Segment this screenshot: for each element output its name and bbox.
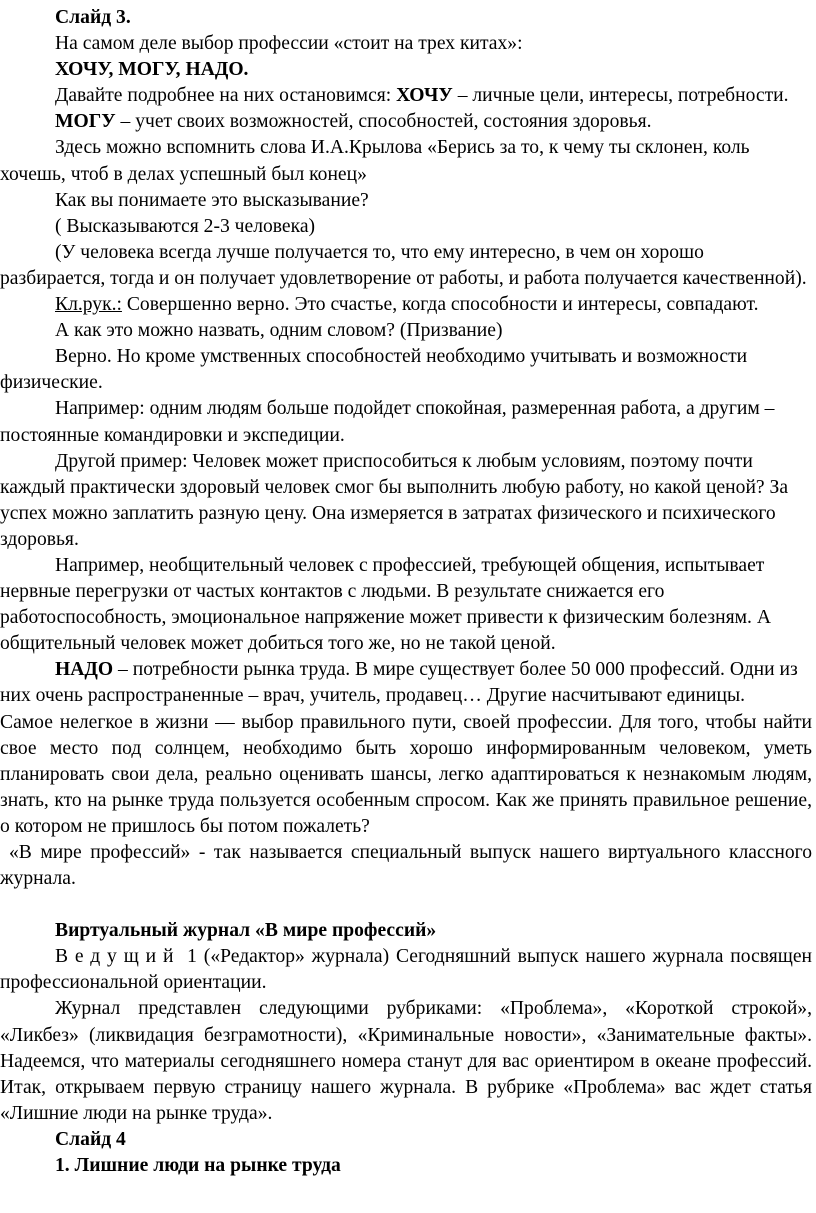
paragraph-example-1: Например: одним людям больше подойдет спокойная, размеренная работа, а другим – постоянные командировки и экспедиции. — [0, 398, 775, 446]
heading-virtual-journal: Виртуальный журнал «В мире профессий» — [55, 920, 437, 942]
paragraph-one-word: А как это можно назвать, одним словом? (Призвание) — [55, 320, 503, 342]
paragraph-hochu: Давайте подробнее на них остановимся: ХОЧУ – личные цели, интересы, потребности. — [55, 85, 789, 107]
paragraph-world-professions: «В мире профессий» - так называется специальный выпуск нашего виртуального классного журнала. — [0, 842, 812, 890]
paragraph-krylov: Здесь можно вспомнить слова И.А.Крылова «Берись за то, к чему ты склонен, коль хочешь, чтоб в делах успешный был конец» — [0, 137, 750, 185]
paragraph-nado: НАДО – потребности рынка труда. В мире существует более 50 000 профессий. Одни из них очень распространенные – врач, учитель, продавец… Другие насчитывают единицы. — [0, 659, 798, 707]
heading-section-1: 1. Лишние люди на рынке труда — [55, 1155, 341, 1177]
paragraph-host: Ведущий 1 («Редактор» журнала) Сегодняшний выпуск нашего журнала посвящен профессиональной ориентации. — [0, 946, 812, 994]
paragraph-speakers: ( Высказываются 2-3 человека) — [55, 215, 316, 237]
paragraph-klruk: Кл.рук.: Совершенно верно. Это счастье, когда способности и интересы, совпадают. — [55, 294, 759, 316]
blank-line — [0, 892, 812, 918]
slide-3-label: Слайд 3. — [55, 7, 131, 28]
slide-4-label: Слайд 4 — [55, 1128, 126, 1150]
paragraph-three-whales: На самом деле выбор профессии «стоит на трех китах»: — [55, 33, 523, 55]
paragraph-example-2: Другой пример: Человек может приспособиться к любым условиям, поэтому почти каждый практически здоровый человек смог бы выполнить любую работу, но какой ценой? За успех можно заплатить разную цену. Она измеряется в затратах физического и психического здоровья. — [0, 450, 789, 550]
paragraph-example-3: Например, необщительный человек с профессией, требующей общения, испытывает нервные перегрузки от частых контактов с людьми. В результате снижается его работоспособность, эмоциональное напряжение может привести к физическим болезням. А общительный человек может добиться того же, но не такой ценой. — [0, 554, 771, 655]
paragraph-answer: (У человека всегда лучше получается то, что ему интересно, в чем он хорошо разбирается, тогда и он получает удовлетворение от работы, и работа получается качественной). — [0, 241, 807, 289]
paragraph-rubrics: Журнал представлен следующими рубриками: «Проблема», «Короткой строкой», «Ликбез» (ликвидация безграмотности), «Криминальные новости», «Занимательные факты». Надеемся, что материалы сегодняшнего номера станут для вас ориентиром в океане профессий. Итак, открываем первую страницу нашего журнала. В рубрике «Проблема» вас ждет статья «Лишние люди на рынке труда». — [0, 998, 812, 1124]
paragraph-hochu-mogu-nado: ХОЧУ, МОГУ, НАДО. — [55, 59, 249, 81]
paragraph-hardest: Самое нелегкое в жизни — выбор правильного пути, своей профессии. Для того, чтобы найти свое место под солнцем, необходимо быть хорошо информированным человеком, уметь планировать свои дела, реально оценивать шансы, легко адаптироваться к незнакомым людям, знать, кто на рынке труда пользуется особенным спросом. Как же принять правильное решение, о котором не пришлось бы потом пожалеть? — [0, 711, 812, 837]
paragraph-mogu: МОГУ – учет своих возможностей, способностей, состояния здоровья. — [55, 111, 652, 133]
paragraph-physical: Верно. Но кроме умственных способностей необходимо учитывать и возможности физические. — [0, 346, 748, 394]
paragraph-question: Как вы понимаете это высказывание? — [55, 189, 369, 211]
